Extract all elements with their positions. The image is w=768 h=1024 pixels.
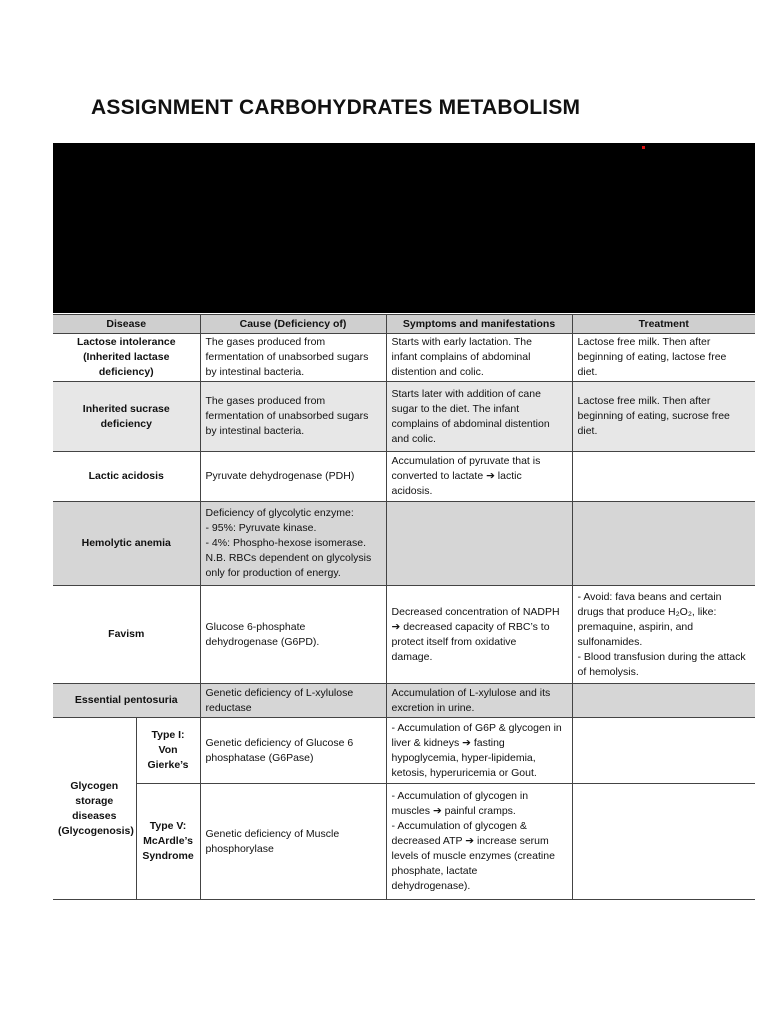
- cause-cell: Genetic deficiency of L-xylulose reductase: [200, 684, 386, 718]
- treatment-cell: Lactose free milk. Then after beginning of eating, sucrose free diet.: [572, 382, 755, 452]
- disease-cell: Hemolytic anemia: [53, 502, 200, 586]
- glycogen-type-cell: Type V: McArdle’s Syndrome: [136, 784, 200, 900]
- cause-cell: The gases produced from fermentation of unabsorbed sugars by intestinal bacteria.: [200, 334, 386, 382]
- treatment-cell: Lactose free milk. Then after beginning of eating, lactose free diet.: [572, 334, 755, 382]
- cause-cell: The gases produced from fermentation of unabsorbed sugars by intestinal bacteria.: [200, 382, 386, 452]
- treatment-cell: - Avoid: fava beans and certain drugs that produce H₂O₂, like: premaquine, aspirin, and sulfonamides. - Blood transfusion during the attack of hemolysis.: [572, 586, 755, 684]
- symptoms-cell: Accumulation of pyruvate that is converted to lactate ➔ lactic acidosis.: [386, 452, 572, 502]
- page-title: ASSIGNMENT CARBOHYDRATES METABOLISM: [91, 96, 581, 119]
- symptoms-cell: - Accumulation of glycogen in muscles ➔ painful cramps. - Accumulation of glycogen & decreased ATP ➔ increase serum levels of muscle enzymes (creatine phosphate, lactate dehydrogenase).: [386, 784, 572, 900]
- treatment-cell: [572, 502, 755, 586]
- disease-cell: Lactose intolerance (Inherited lactase deficiency): [53, 334, 200, 382]
- symptoms-cell: [386, 502, 572, 586]
- redacted-block: [53, 143, 755, 313]
- table-row: [53, 502, 755, 586]
- table-row: [53, 586, 755, 684]
- symptoms-cell: Starts with early lactation. The infant complains of abdominal distention and colic.: [386, 334, 572, 382]
- glycogen-group-cell: Glycogen storage diseases (Glycogenosis): [53, 718, 136, 900]
- diseases-table: [53, 314, 755, 900]
- header-disease: Disease: [53, 315, 200, 334]
- header-treatment: Treatment: [572, 315, 755, 334]
- symptoms-cell: Accumulation of L-xylulose and its excretion in urine.: [386, 684, 572, 718]
- table-header-row: [53, 315, 755, 334]
- disease-cell: Lactic acidosis: [53, 452, 200, 502]
- table-row: [53, 718, 755, 784]
- disease-cell: Inherited sucrase deficiency: [53, 382, 200, 452]
- table-row: [53, 382, 755, 452]
- disease-cell: Essential pentosuria: [53, 684, 200, 718]
- cause-cell: Pyruvate dehydrogenase (PDH): [200, 452, 386, 502]
- glycogen-type-cell: Type I: Von Gierke’s: [136, 718, 200, 784]
- treatment-cell: [572, 718, 755, 784]
- red-mark: [642, 146, 645, 149]
- symptoms-cell: Decreased concentration of NADPH ➔ decreased capacity of RBC’s to protect itself from oxidative damage.: [386, 586, 572, 684]
- table-row: [53, 784, 755, 900]
- cause-cell: Deficiency of glycolytic enzyme: - 95%: Pyruvate kinase. - 4%: Phospho-hexose isomerase. N.B. RBCs dependent on glycolysis only for production of energy.: [200, 502, 386, 586]
- treatment-cell: [572, 452, 755, 502]
- header-cause: Cause (Deficiency of): [200, 315, 386, 334]
- cause-cell: Genetic deficiency of Glucose 6 phosphatase (G6Pase): [200, 718, 386, 784]
- header-symptoms: Symptoms and manifestations: [386, 315, 572, 334]
- symptoms-cell: Starts later with addition of cane sugar to the diet. The infant complains of abdominal distention and colic.: [386, 382, 572, 452]
- treatment-cell: [572, 784, 755, 900]
- cause-cell: Genetic deficiency of Muscle phosphorylase: [200, 784, 386, 900]
- disease-cell: Favism: [53, 586, 200, 684]
- symptoms-cell: - Accumulation of G6P & glycogen in liver & kidneys ➔ fasting hypoglycemia, hyper-lipidemia, ketosis, hyperuricemia or Gout.: [386, 718, 572, 784]
- table-row: [53, 452, 755, 502]
- table-row: [53, 684, 755, 718]
- cause-cell: Glucose 6-phosphate dehydrogenase (G6PD).: [200, 586, 386, 684]
- treatment-cell: [572, 684, 755, 718]
- table-row: [53, 334, 755, 382]
